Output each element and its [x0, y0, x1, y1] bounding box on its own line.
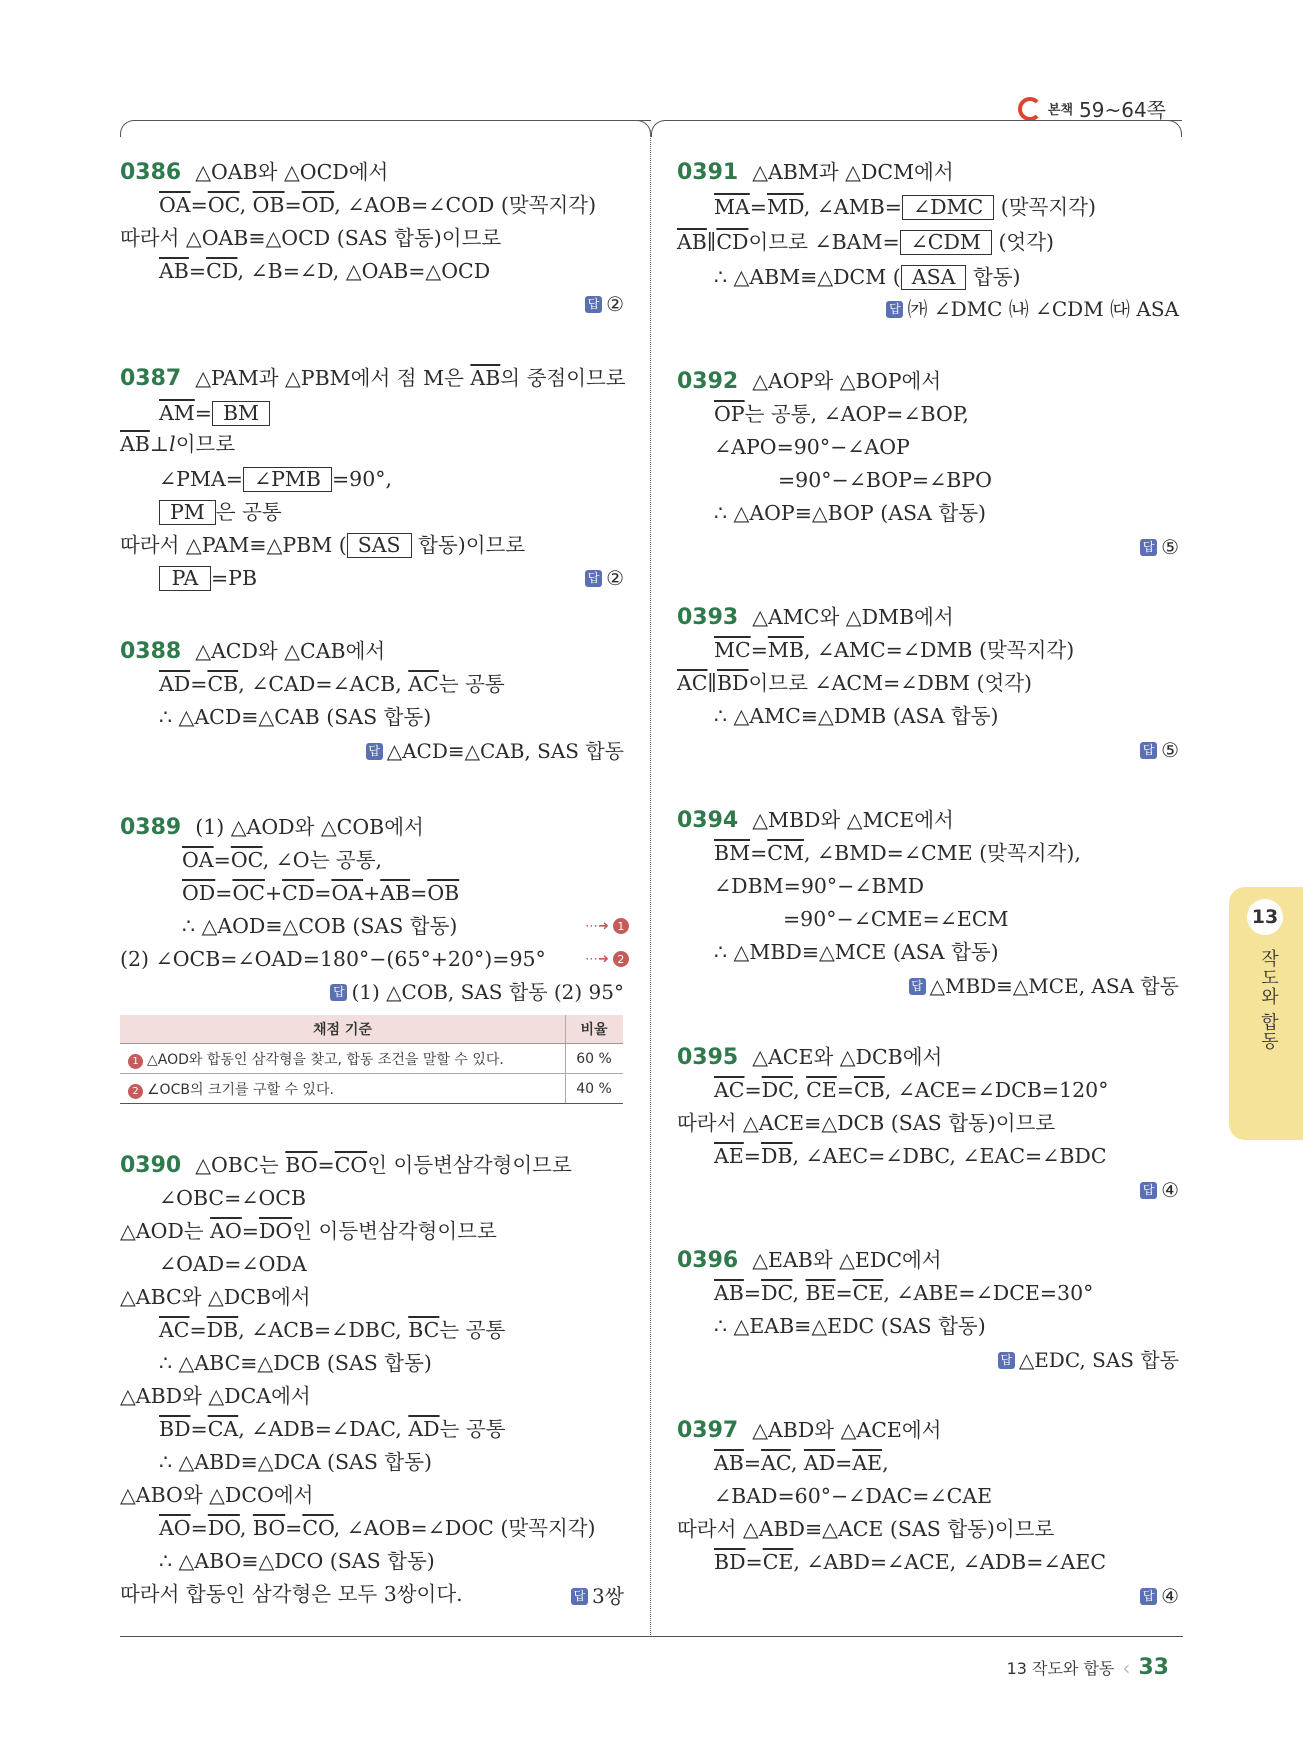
problem-0392-line1: 0392 △AOP와 △BOP에서	[677, 369, 942, 394]
problem-0390-line9: $\overline{BD}=\overline{CA}$, ∠ADB=∠DAC, $\overline{AD}$는 공통	[159, 1417, 506, 1441]
ratio-cell: 40 %	[566, 1074, 624, 1104]
problem-number: 0389	[120, 815, 182, 840]
chevron-left-icon: ‹	[1122, 1655, 1131, 1680]
problem-0393-line1: 0393 △AMC와 △DMB에서	[677, 605, 954, 630]
answer-blank-box: ASA	[901, 265, 967, 290]
problem-0390-line7: ∴ △ABC≡△DCB (SAS 합동)	[159, 1351, 432, 1375]
problem-0390-line8: △ABD와 △DCA에서	[120, 1384, 311, 1408]
problem-0392-line4: =90°−∠BOP=∠BPO	[778, 468, 992, 492]
header-pages: 59~64쪽	[1079, 98, 1166, 122]
problem-0397-line1: 0397 △ABD와 △ACE에서	[677, 1418, 942, 1443]
scoring-mark-2: ⋯➜ 2	[585, 951, 629, 967]
problem-0387-line2: $\overline{AM}=$ BM	[159, 401, 270, 426]
column-divider	[650, 130, 651, 1635]
answer-icon: 답	[1140, 742, 1157, 759]
problem-0394-line4: =90°−∠CME=∠ECM	[783, 907, 1009, 931]
table-row	[120, 1044, 623, 1074]
problem-number: 0390	[120, 1153, 182, 1178]
chapter-number: 13	[1247, 899, 1283, 935]
answer-icon: 답	[571, 1588, 588, 1605]
header-book-label: 본책	[1047, 103, 1074, 118]
problem-number: 0391	[677, 160, 739, 185]
problem-number: 0394	[677, 808, 739, 833]
problem-0394-line1: 0394 △MBD와 △MCE에서	[677, 808, 954, 833]
answer-blank-box: SAS	[347, 533, 412, 558]
problem-0390-line6: $\overline{AC}=\overline{DB}$, ∠ACB=∠DBC, $\overline{BC}$는 공통	[159, 1318, 506, 1342]
answer-icon: 답	[1140, 1588, 1157, 1605]
answer-icon: 답	[330, 984, 347, 1001]
problem-0386-line1: 0386 △OAB와 △OCD에서	[120, 160, 389, 185]
answer-0395: 답 ④	[1140, 1180, 1179, 1200]
problem-0395-line2: $\overline{AC}=\overline{DC}$, $\overline{CE}=\overline{CB}$, ∠ACE=∠DCB=120°	[714, 1078, 1109, 1102]
problem-0387-line5: PM 은 공통	[159, 500, 282, 525]
problem-0387-line3: $\overline{AB}\perp l$이므로	[120, 432, 236, 456]
answer-icon: 답	[1140, 539, 1157, 556]
problem-0397-line3: ∠BAD=60°−∠DAC=∠CAE	[714, 1484, 993, 1508]
criteria-header: 채점 기준	[120, 1015, 566, 1044]
problem-0393-line4: ∴ △AMC≡△DMB (ASA 합동)	[714, 704, 999, 728]
problem-0396-line3: ∴ △EAB≡△EDC (SAS 합동)	[714, 1314, 986, 1338]
answer-blank-box: ∠PMB	[243, 467, 332, 492]
problem-number: 0388	[120, 639, 182, 664]
chapter-name: 작도와 합동	[1258, 949, 1279, 1051]
answer-0392: 답 ⑤	[1140, 537, 1179, 557]
answer-blank-box: ∠CDM	[900, 230, 992, 255]
problem-0396-line2: $\overline{AB}=\overline{DC}$, $\overline{BE}=\overline{CE}$, ∠ABE=∠DCE=30°	[714, 1281, 1094, 1305]
right-frame-end	[1060, 120, 1182, 137]
problem-0393-line2: $\overline{MC}=\overline{MB}$, ∠AMC=∠DMB (맞꼭지각)	[714, 638, 1075, 662]
problem-number: 0387	[120, 366, 182, 391]
problem-0391-line2: $\overline{MA}=\overline{MD}$, ∠AMB= ∠DMC (맞꼭지각)	[714, 195, 1096, 219]
problem-0387-line4: ∠PMA= ∠PMB =90°,	[159, 467, 393, 491]
problem-number: 0397	[677, 1418, 739, 1443]
answer-0396: 답 △EDC, SAS 합동	[998, 1350, 1179, 1370]
problem-0388-line3: ∴ △ACD≡△CAB (SAS 합동)	[159, 705, 432, 729]
table-header-row	[120, 1015, 623, 1044]
answer-icon: 답	[585, 570, 602, 587]
problem-0388-line2: $\overline{AD}=\overline{CB}$, ∠CAD=∠ACB, $\overline{AC}$는 공통	[159, 672, 505, 696]
header-page-ref	[1018, 94, 1166, 123]
problem-0390-line4: ∠OAD=∠ODA	[159, 1252, 307, 1276]
answer-icon: 답	[366, 743, 383, 760]
problem-number: 0393	[677, 605, 739, 630]
answer-blank-box: PA	[159, 566, 211, 591]
problem-0395-line1: 0395 △ACE와 △DCB에서	[677, 1045, 943, 1070]
answer-0386: 답 ②	[585, 294, 624, 314]
problem-number: 0396	[677, 1248, 739, 1273]
answer-0388: 답 △ACD≡△CAB, SAS 합동	[366, 741, 624, 761]
answer-0391: 답 ㈎ ∠DMC ㈏ ∠CDM ㈐ ASA	[886, 299, 1179, 319]
return-arrow-icon	[1018, 97, 1042, 121]
problem-0392-line5: ∴ △AOP≡△BOP (ASA 합동)	[714, 501, 987, 525]
problem-0387-line6: 따라서 △PAM≡△PBM ( SAS 합동)이므로	[120, 533, 526, 557]
problem-0389-line5: (2) ∠OCB=∠OAD=180°−(65°+20°)=95°	[120, 947, 546, 971]
problem-0390-line3: △AOD는 $\overline{AO}=\overline{DO}$인 이등변삼각형이므로	[120, 1219, 497, 1243]
answer-0389: 답 (1) △COB, SAS 합동 (2) 95°	[330, 982, 624, 1002]
answer-0393: 답 ⑤	[1140, 740, 1179, 760]
problem-0397-line4: 따라서 △ABD≡△ACE (SAS 합동)이므로	[677, 1517, 1055, 1541]
answer-icon: 답	[998, 1352, 1015, 1369]
problem-0386-line4: $\overline{AB}=\overline{CD}$, ∠B=∠D, △OAB=△OCD	[159, 259, 491, 283]
problem-0394-line2: $\overline{BM}=\overline{CM}$, ∠BMD=∠CME (맞꼭지각),	[714, 841, 1081, 865]
answer-icon: 답	[1140, 1182, 1157, 1199]
problem-0395-line3: 따라서 △ACE≡△DCB (SAS 합동)이므로	[677, 1111, 1056, 1135]
problem-0396-line1: 0396 △EAB와 △EDC에서	[677, 1248, 942, 1273]
criteria-cell: 1 △AOD와 합동인 삼각형을 찾고, 합동 조건을 말할 수 있다.	[120, 1044, 566, 1074]
problem-0397-line2: $\overline{AB}=\overline{AC}$, $\overline{AD}=\overline{AE}$,	[714, 1451, 889, 1475]
answer-0387: 답 ②	[585, 568, 624, 588]
problem-0390-line2: ∠OBC=∠OCB	[159, 1186, 307, 1210]
answer-blank-box: BM	[212, 401, 270, 426]
problem-number: 0386	[120, 160, 182, 185]
problem-0386-line3: 따라서 △OAB≡△OCD (SAS 합동)이므로	[120, 226, 502, 250]
problem-0386-line2: $\overline{OA}=\overline{OC}$, $\overline{OB}=\overline{OD}$, ∠AOB=∠COD (맞꼭지각)	[159, 193, 597, 217]
problem-0389-line1: 0389 (1) △AOD와 △COB에서	[120, 815, 424, 840]
footer-rule	[120, 1636, 1183, 1637]
problem-number: 0395	[677, 1045, 739, 1070]
page-number: 33	[1138, 1655, 1169, 1680]
page-footer	[1007, 1655, 1183, 1680]
problem-0390-line10: ∴ △ABD≡△DCA (SAS 합동)	[159, 1450, 433, 1474]
chapter-side-tab[interactable]	[1229, 887, 1303, 1140]
problem-0395-line4: $\overline{AE}=\overline{DB}$, ∠AEC=∠DBC, ∠EAC=∠BDC	[714, 1144, 1107, 1168]
problem-0390-line11: △ABO와 △DCO에서	[120, 1483, 314, 1507]
problem-0387-line7: PA =PB	[159, 566, 257, 591]
problem-number: 0392	[677, 369, 739, 394]
answer-0394: 답 △MBD≡△MCE, ASA 합동	[909, 976, 1179, 996]
problem-0392-line2: $\overline{OP}$는 공통, ∠AOP=∠BOP,	[714, 402, 969, 426]
problem-0392-line3: ∠APO=90°−∠AOP	[714, 435, 910, 459]
problem-0394-line5: ∴ △MBD≡△MCE (ASA 합동)	[714, 940, 999, 964]
problem-0389-line3: $\overline{OD}=\overline{OC}+\overline{CD}=\overline{OA}+\overline{AB}=\overline{OB}$	[182, 881, 460, 905]
problem-0389-line2: $\overline{OA}=\overline{OC}$, ∠O는 공통,	[182, 848, 383, 872]
problem-0391-line3: $\overline{AB}\parallel\overline{CD}$이므로 ∠BAM= ∠CDM (엇각)	[677, 230, 1055, 254]
left-frame-end	[520, 120, 651, 137]
footer-chapter: 13 작도와 합동	[1006, 1659, 1115, 1678]
problem-0390-line13: ∴ △ABO≡△DCO (SAS 합동)	[159, 1549, 435, 1573]
problem-0393-line3: $\overline{AC}\parallel\overline{BD}$이므로 ∠ACM=∠DBM (엇각)	[677, 671, 1033, 695]
ratio-cell: 60 %	[566, 1044, 624, 1074]
problem-0387-line1: 0387 △PAM과 △PBM에서 점 M은 $\overline{AB}$의 중점이므로	[120, 366, 626, 391]
answer-blank-box: ∠DMC	[902, 195, 994, 220]
answer-0390: 답 3쌍	[571, 1586, 624, 1606]
answer-0397: 답 ④	[1140, 1586, 1179, 1606]
answer-icon: 답	[886, 301, 903, 318]
ratio-header: 비율	[566, 1015, 624, 1044]
problem-0390-line14: 따라서 합동인 삼각형은 모두 3쌍이다.	[120, 1582, 463, 1606]
answer-blank-box: PM	[159, 500, 216, 525]
problem-0390-line12: $\overline{AO}=\overline{DO}$, $\overline{BO}=\overline{CO}$, ∠AOB=∠DOC (맞꼭지각)	[159, 1516, 596, 1540]
problem-0391-line1: 0391 △ABM과 △DCM에서	[677, 160, 954, 185]
problem-0390-line1: 0390 △OBC는 $\overline{BO}=\overline{CO}$인 이등변삼각형이므로	[120, 1153, 572, 1178]
problem-0388-line1: 0388 △ACD와 △CAB에서	[120, 639, 386, 664]
problem-0390-line5: △ABC와 △DCB에서	[120, 1285, 311, 1309]
problem-0394-line3: ∠DBM=90°−∠BMD	[714, 874, 925, 898]
problem-0389-line4: ∴ △AOD≡△COB (SAS 합동)	[182, 914, 458, 938]
problem-0391-line4: ∴ △ABM≡△DCM ( ASA 합동)	[714, 265, 1021, 289]
answer-icon: 답	[585, 296, 602, 313]
answer-icon: 답	[909, 978, 926, 995]
scoring-mark-1: ⋯➜ 1	[585, 918, 629, 934]
grading-criteria-table	[120, 1015, 623, 1104]
criteria-cell: 2 ∠OCB의 크기를 구할 수 있다.	[120, 1074, 566, 1104]
problem-0397-line5: $\overline{BD}=\overline{CE}$, ∠ABD=∠ACE, ∠ADB=∠AEC	[714, 1550, 1107, 1574]
table-row	[120, 1074, 623, 1104]
